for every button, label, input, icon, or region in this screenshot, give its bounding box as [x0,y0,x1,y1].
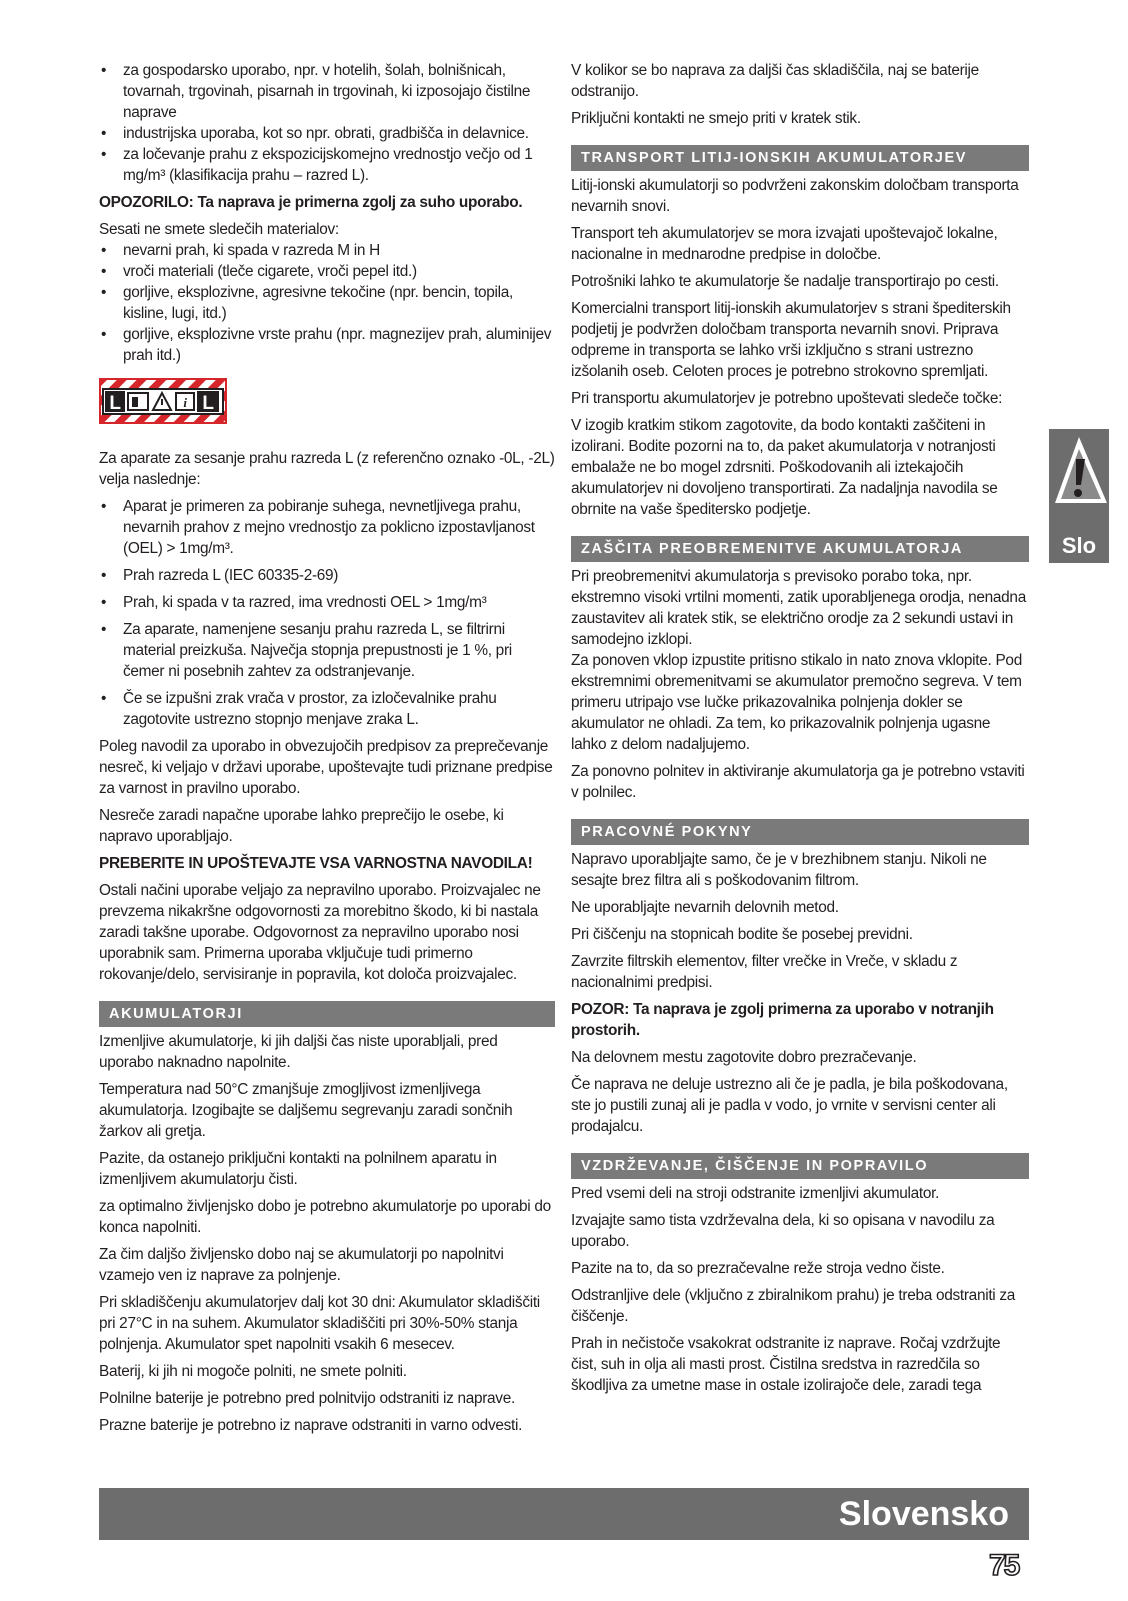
badge-letter-right: L [202,393,214,414]
misuse-paragraph: Nesreče zaradi napačne uporabe lahko preprečijo le osebe, ki napravo uporabljajo. [99,807,504,845]
footer-bar [99,1488,1029,1540]
list-item: • nevarni prah, ki spada v razreda M in H [99,240,555,261]
badge-letter-left: L [109,393,121,414]
section-heading-maintenance: VZDRŽEVANJE, ČIŠČENJE IN POPRAVILO [571,1153,1029,1179]
section-heading-batteries: AKUMULATORJI [99,1001,555,1027]
dust-class-list [99,496,555,730]
no-vacuum-intro: Sesati ne smete sledečih materialov: [99,221,339,238]
warning-text: OPOZORILO: Ta naprava je primerna zgolj za suho uporabo. [99,194,523,211]
paragraph: Pazite na to, da so prezračevalne reže stroja vedno čiste. [571,1260,945,1277]
section-heading-overload: ZAŠČITA PREOBREMENITVE AKUMULATORJA [571,536,1029,562]
list-item: • gorljive, eksplozivne vrste prahu (npr. magnezijev prah, aluminijev prah itd.) [99,324,555,366]
dust-class-intro: Za aparate za sesanje prahu razreda L (z referenčno oznako -0L, -2L) velja naslednje: [99,450,555,488]
language-code: Slo [1061,533,1097,558]
list-item: • Prah, ki spada v ta razred, ima vrednosti OEL > 1mg/m³ [99,592,555,613]
paragraph: Na delovnem mestu zagotovite dobro prezračevanje. [571,1049,917,1066]
section-heading-work: PRACOVNÉ POKYNY [571,819,1029,845]
paragraph: Za čim daljšo življensko dobo naj se akumulatorji po napolnitvi vzamejo ven iz naprave za polnjenje. [99,1246,504,1284]
paragraph: Baterij, ki jih ni mogoče polniti, ne smete polniti. [99,1363,407,1380]
read-all-instructions: PREBERITE IN UPOŠTEVAJTE VSA VARNOSTNA NAVODILA! [99,855,533,872]
footer-language: Slovensko [838,1495,1009,1533]
usage-list [99,60,555,186]
list-item: • za ločevanje prahu z ekspozicijskomejno vrednostjo večjo od 1 mg/m³ (klasifikacija prahu – razred L). [99,144,555,186]
list-item: • industrijska uporaba, kot so npr. obrati, gradbišča in delavnice. [99,123,555,144]
paragraph: Pri transportu akumulatorjev je potrebno upoštevati sledeče točke: [571,390,1003,407]
rules-paragraph: Poleg navodil za uporabo in obvezujočih predpisov za preprečevanje nesreč, ki veljajo v državi uporabe, upoštevajte tudi priznane predpise za varnost in pravilno uporabo. [99,738,553,797]
paragraph: Pri skladiščenju akumulatorjev dalj kot 30 dni: Akumulator skladiščiti pri 27°C in na suhem. Akumulator skladiščiti pri 30%-50% stanja polnjenja. Akumulator spet napolniti vsakih 6 mesecev. [99,1294,540,1353]
language-side-tab [1049,429,1109,563]
caution-text: POZOR: Ta naprava je zgolj primerna za uporabo v notranjih prostorih. [571,1001,994,1039]
paragraph: Priključni kontakti ne smejo priti v kratek stik. [571,110,861,127]
paragraph: Če naprava ne deluje ustrezno ali če je padla, je bila poškodovana, ste jo pustili zunaj ali je padla v vodo, jo vrnite v servisni center ali prodajalcu. [571,1076,1008,1135]
other-usage-paragraph: Ostali načini uporabe veljajo za nepravilno uporabo. Proizvajalec ne prevzema nikakršne odgovornosti za morebitno škodo, ki bi nastala zaradi takšne uporabe. Odgovornost za nepravilno uporabo nosi uporabnik sam. Primerna uporaba vključuje tudi primerno rokovanje/delo, servisiranje in popravila, kot določa proizvajalec. [99,882,541,983]
paragraph: Pred vsemi deli na stroji odstranite izmenljivi akumulator. [571,1185,940,1202]
paragraph: Zavrzite filtrskih elementov, filter vrečke in Vreče, v skladu z nacionalnimi predpisi. [571,953,958,991]
paragraph: Za ponoven vklop izpustite pritisno stikalo in nato znova vklopite. Pod ekstremnimi obremenitvami se akumulator premočno segreva. V tem primeru utripajo vse lučke prikazovalnika polnjenja dokler se akumulator ne ohladi. Za tem, ko prikazovalnik polnjenja ugasne lahko z delom nadaljujemo. [571,652,1022,753]
paragraph: Izmenljive akumulatorje, ki jih daljši čas niste uporabljali, pred uporabo naknadno napolnite. [99,1033,498,1071]
paragraph: Odstranljive dele (vključno z zbiralnikom prahu) je treba odstraniti za čiščenje. [571,1287,1016,1325]
right-column [571,60,1029,1402]
paragraph: Za ponovno polnitev in aktiviranje akumulatorja ga je potrebno vstaviti v polnilec. [571,763,1025,801]
page-number: 75 [989,1549,1019,1582]
list-item: • Prah razreda L (IEC 60335-2-69) [99,565,555,586]
paragraph: Pri preobremenitvi akumulatorja s previsoko porabo toka, npr. ekstremno visoki vrtilni momenti, zatik uporabljenega orodja, nenadna zaustavitev ali kratek stik, se električno orodje za 2 sekundi ustavi in samodejno izklopi. [571,568,1026,648]
list-item: • vroči materiali (tleče cigarete, vroči pepel itd.) [99,261,555,282]
list-item: • Aparat je primeren za pobiranje suhega, nevnetljivega prahu, nevarnih prahov z mejno vrednostjo za poklicno izpostavljanost (OEL) > 1mg/m³. [99,496,555,559]
left-column [99,60,555,1442]
paragraph: V kolikor se bo naprava za daljši čas skladiščila, naj se baterije odstranijo. [571,62,979,100]
list-item: • gorljive, eksplozivne, agresivne tekočine (npr. bencin, topila, kisline, lugi, itd.) [99,282,555,324]
paragraph: Izvajajte samo tista vzdrževalna dela, ki so opisana v navodilu za uporabo. [571,1212,995,1250]
paragraph: Napravo uporabljajte samo, če je v brezhibnem stanju. Nikoli ne sesajte brez filtra ali s poškodovanim filtrom. [571,851,987,889]
paragraph: Transport teh akumulatorjev se mora izvajati upoštevajoč lokalne, nacionalne in mednarodne predpise in določbe. [571,225,998,263]
list-item: • za gospodarsko uporabo, npr. v hotelih, šolah, bolnišnicah, tovarnah, trgovinah, pisarnah in trgovinah, ki izposojajo čistilne naprave [99,60,555,123]
paragraph: Temperatura nad 50°C zmanjšuje zmogljivost izmenljivega akumulatorja. Izogibajte se daljšemu segrevanju zaradi sončnih žarkov ali gretja. [99,1081,513,1140]
paragraph: Litij-ionski akumulatorji so podvrženi zakonskim določbam transporta nevarnih snovi. [571,177,1019,215]
paragraph: Komercialni transport litij-ionskih akumulatorjev s strani špediterskih podjetij je podvržen določbam transporta nevarnih snovi. Priprava odpreme in transporta se lahko vrši izključno s strani ustrezno izšolanih oseb. Celoten proces je potrebno strokovno spremljati. [571,300,1011,380]
paragraph: Ne uporabljajte nevarnih delovnih metod. [571,899,839,916]
paragraph: Potrošniki lahko te akumulatorje še nadalje transportirajo po cesti. [571,273,999,290]
forbidden-materials-list [99,240,555,366]
paragraph: za optimalno življenjsko dobo je potrebno akumulatorje po uporabi do konca napolniti. [99,1198,551,1236]
list-item: • Za aparate, namenjene sesanju prahu razreda L, se filtrirni material preizkuša. Največja stopnja prepustnosti je 1 %, pri čemer ni posebnih zahtev za odstranjevanje. [99,619,555,682]
svg-text:i: i [183,395,187,410]
paragraph: Pri čiščenju na stopnicah bodite še posebej previdni. [571,926,913,943]
paragraph: Prah in nečistoče vsakokrat odstranite iz naprave. Ročaj vzdržujte čist, suh in olja ali masti prost. Čistilna sredstva in razredčila so škodljiva za umetne mase in ostale izolirajoče dele, zaradi tega [571,1335,1001,1394]
warning-icon [1049,429,1109,529]
list-item: • Če se izpušni zrak vrača v prostor, za izločevalnike prahu zagotovite ustrezno stopnjo menjave zraka L. [99,688,555,730]
section-heading-transport: TRANSPORT LITIJ-IONSKIH AKUMULATORJEV [571,145,1029,171]
paragraph: Prazne baterije je potrebno iz naprave odstraniti in varno odvesti. [99,1417,523,1434]
paragraph: Pazite, da ostanejo priključni kontakti na polnilnem aparatu in izmenljivem akumulatorju čisti. [99,1150,497,1188]
paragraph: Polnilne baterije je potrebno pred polnitvijo odstraniti iz naprave. [99,1390,515,1407]
dust-class-l-badge [99,378,227,430]
paragraph: V izogib kratkim stikom zagotovite, da bodo kontakti zaščiteni in izolirani. Bodite pozorni na to, da paket akumulatorja v notranjosti embalaže ne bo mogel zdrsniti. Poškodovanih ali iztekajočih akumulatorjev ni dovoljeno transportirati. Za nadaljnja navodila se obrnite na vaše špeditersko podjetje. [571,417,998,518]
